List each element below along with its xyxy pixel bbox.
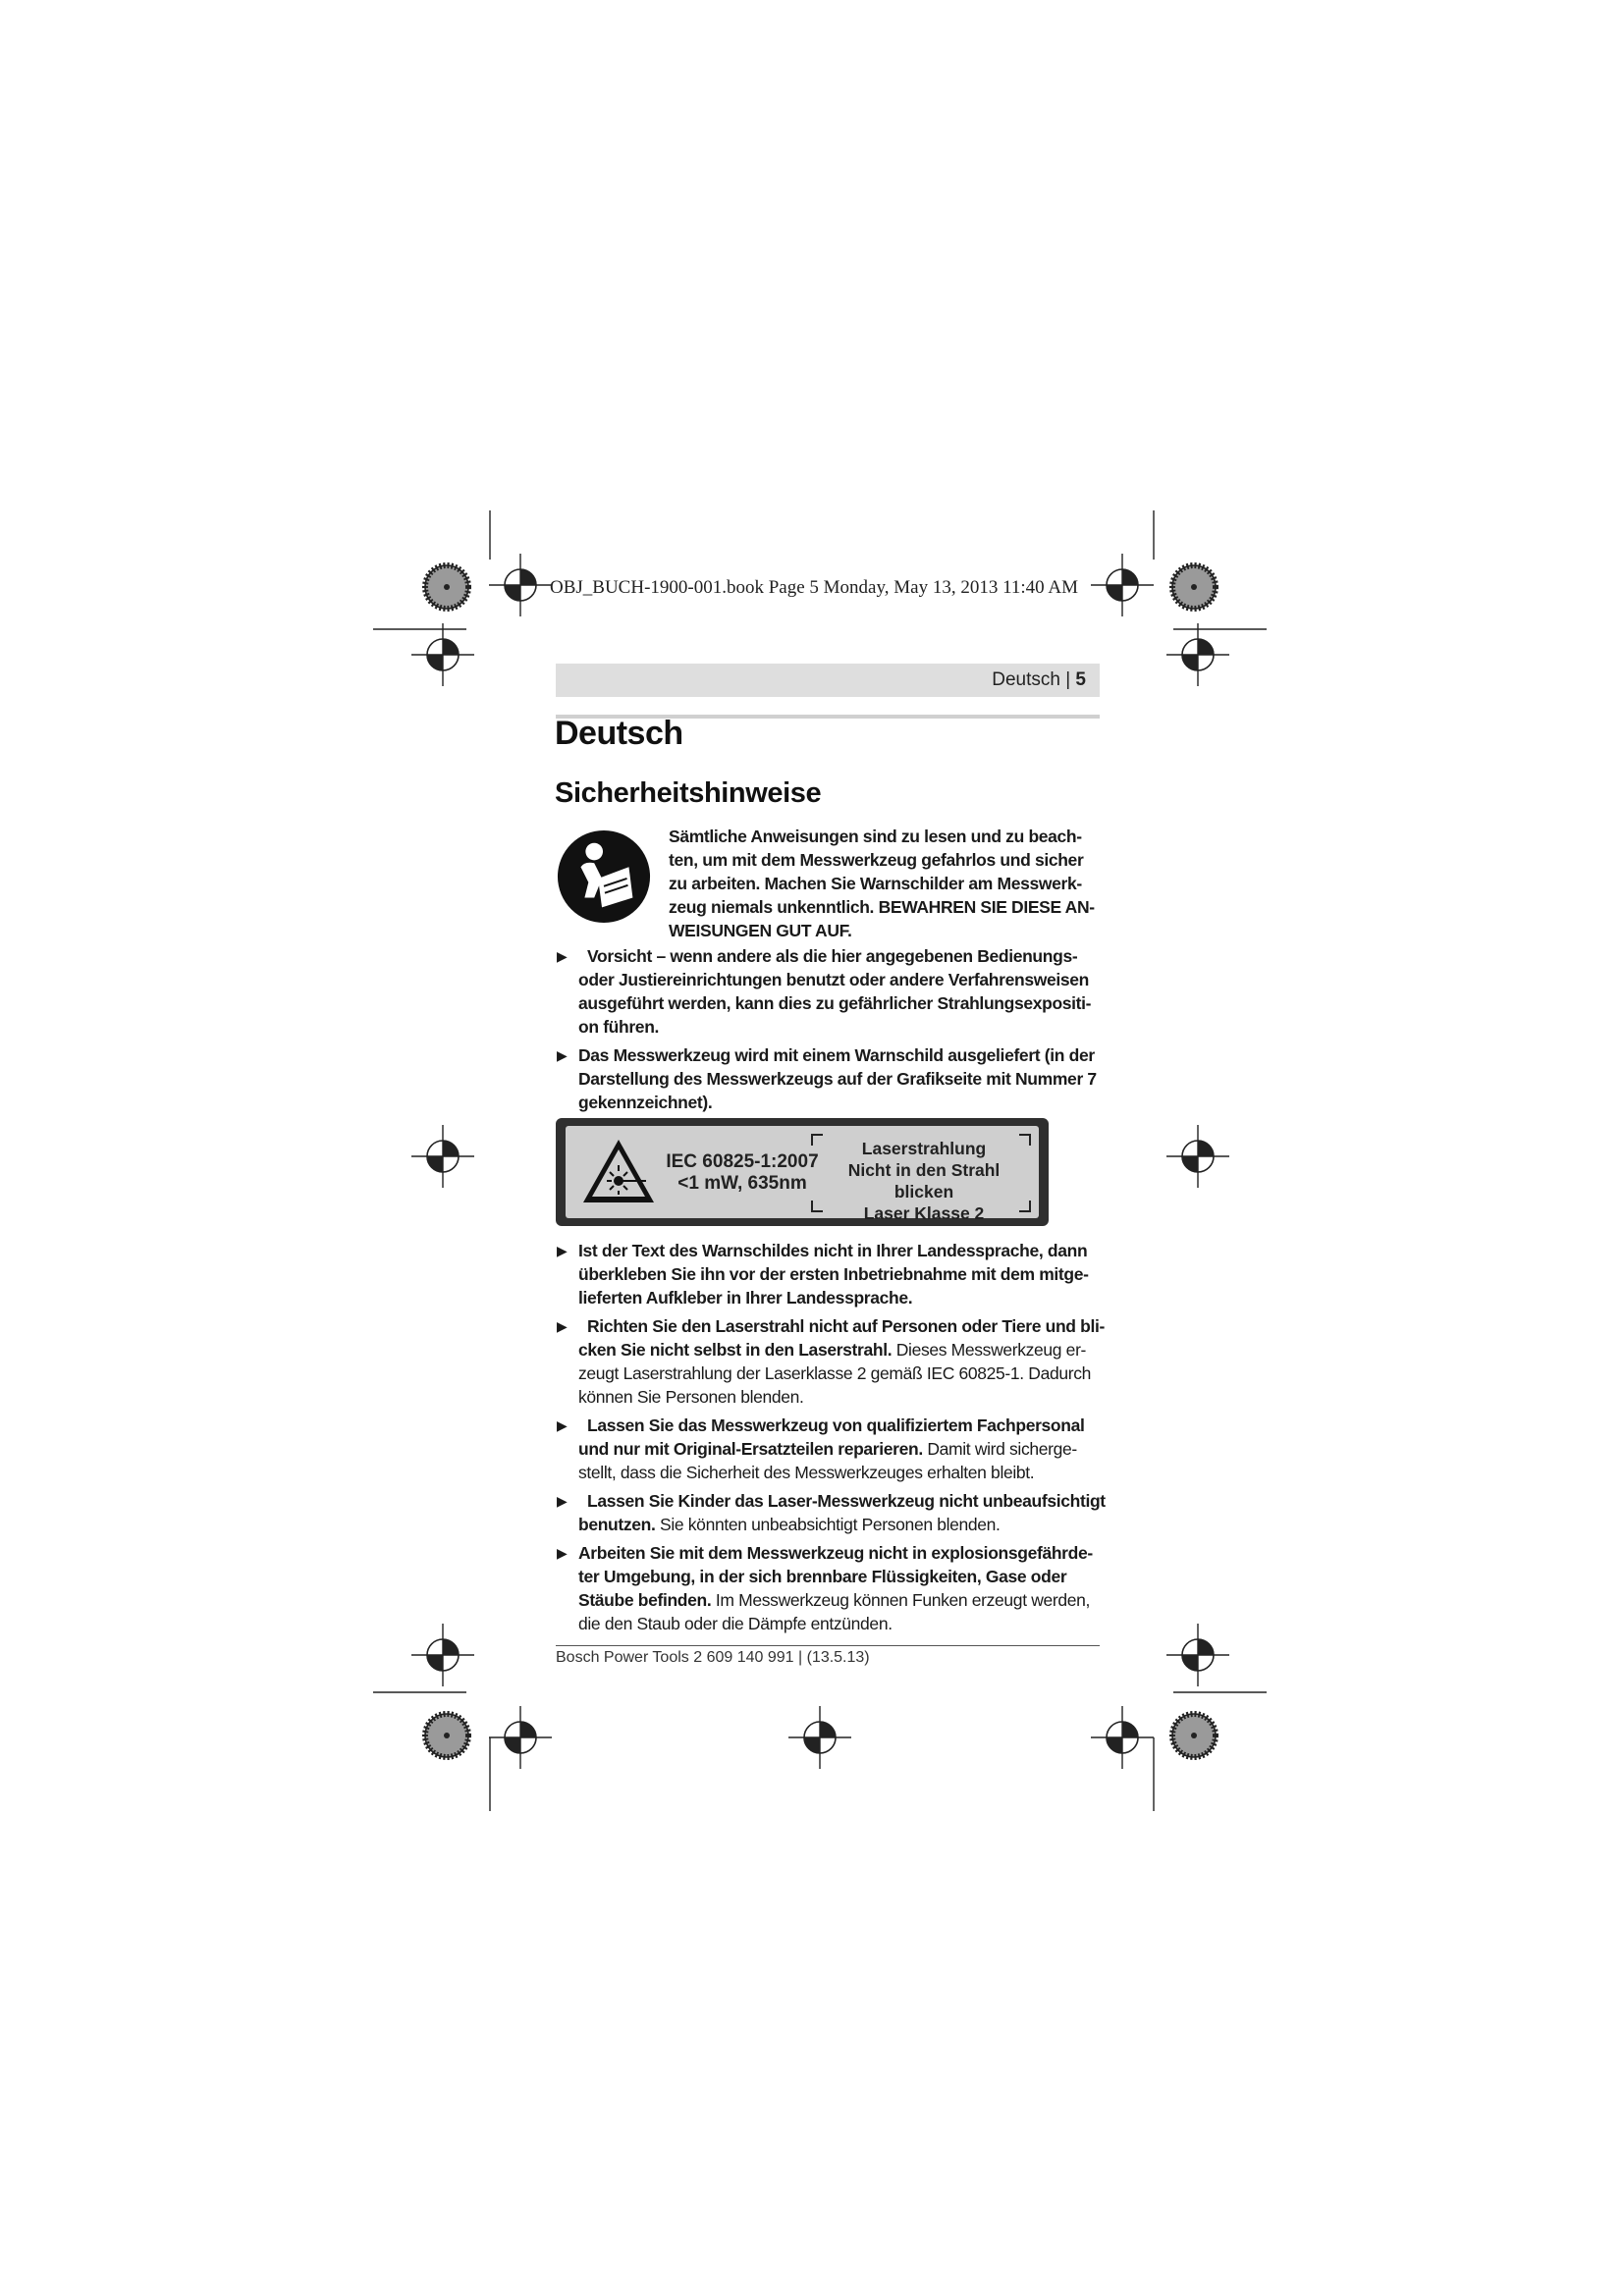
safety-item — [556, 1489, 1115, 1536]
bold-text: lieferten Aufkleber in Ihrer Landessprache. — [578, 1288, 913, 1308]
safety-item-line — [578, 1513, 1115, 1536]
intro-line: WEISUNGEN GUT AUF. — [669, 921, 852, 940]
laser-standard-info — [664, 1151, 821, 1195]
laser-power: <1 mW, 635nm — [677, 1173, 807, 1194]
bold-text: Vorsicht – wenn andere als die hier angegebenen Bedienungs- — [578, 946, 1078, 966]
normal-text: Dieses Messwerkzeug er- — [892, 1340, 1087, 1360]
intro-line: zu arbeiten. Machen Sie Warnschilder am Messwerk- — [669, 874, 1082, 893]
bold-text: benutzen. — [578, 1515, 656, 1534]
bold-text: oder Justiereinrichtungen benutzt oder andere Verfahrensweisen — [578, 970, 1089, 989]
safety-item-line — [578, 1239, 1115, 1262]
laser-standard: IEC 60825-1:2007 — [666, 1151, 819, 1172]
safety-item-line — [578, 1314, 1115, 1338]
label-panel — [566, 1126, 1039, 1223]
safety-item-line — [578, 1043, 1115, 1067]
normal-text: Damit wird sicherge- — [922, 1439, 1077, 1459]
normal-text: die den Staub oder die Dämpfe entzünden. — [578, 1614, 893, 1633]
safety-item — [556, 1541, 1115, 1635]
bullet-triangle-icon: ▶ — [557, 1417, 568, 1433]
intro-line: ten, um mit dem Messwerkzeug gefahrlos und sicher — [669, 850, 1084, 870]
safety-item-line — [578, 1489, 1115, 1513]
laser-line-3: Laser Klasse 2 — [863, 1203, 985, 1223]
bullet-triangle-icon: ▶ — [557, 1047, 568, 1063]
safety-item-line — [578, 1414, 1115, 1437]
bullet-triangle-icon: ▶ — [557, 1545, 568, 1561]
bold-text: ter Umgebung, in der sich brennbare Flüssigkeiten, Gase oder — [578, 1567, 1067, 1586]
safety-item-line — [578, 944, 1115, 968]
bullet-triangle-icon: ▶ — [557, 1318, 568, 1334]
safety-item-line — [578, 1091, 1115, 1114]
safety-item — [556, 944, 1115, 1039]
footer-rule — [556, 1645, 1100, 1646]
safety-item-line — [578, 1385, 1115, 1409]
safety-item — [556, 1314, 1115, 1409]
bullet-triangle-icon: ▶ — [557, 948, 568, 964]
print-slug-line: OBJ_BUCH-1900-001.book Page 5 Monday, May 13, 2013 11:40 AM — [550, 577, 1078, 598]
bold-text: Lassen Sie das Messwerkzeug von qualifiziertem Fachpersonal — [578, 1415, 1085, 1435]
section-title: Sicherheitshinweise — [555, 777, 822, 809]
normal-text: stellt, dass die Sicherheit des Messwerkzeuges erhalten bleibt. — [578, 1463, 1035, 1482]
page-footer: Bosch Power Tools 2 609 140 991 | (13.5.13) — [556, 1649, 870, 1666]
safety-item-line — [578, 1262, 1115, 1286]
safety-list-top — [556, 944, 1115, 1119]
laser-warning-icon — [579, 1136, 658, 1206]
safety-item-line — [578, 1612, 1115, 1635]
safety-item — [556, 1239, 1115, 1309]
header-label — [992, 669, 1086, 691]
page-title: Deutsch — [555, 715, 683, 752]
safety-item — [556, 1414, 1115, 1484]
header-separator: | — [1065, 669, 1071, 690]
page-number: 5 — [1075, 669, 1086, 690]
bullet-triangle-icon: ▶ — [557, 1243, 568, 1258]
header-language: Deutsch — [992, 669, 1060, 690]
safety-item-line — [578, 1286, 1115, 1309]
bold-text: Richten Sie den Laserstrahl nicht auf Personen oder Tiere und bli- — [578, 1316, 1105, 1336]
safety-item-line — [578, 1362, 1115, 1385]
bold-text: Stäube befinden. — [578, 1590, 712, 1610]
bold-text: Lassen Sie Kinder das Laser-Messwerkzeug nicht unbeaufsichtigt — [578, 1491, 1106, 1511]
safety-item-line — [578, 1338, 1115, 1362]
bold-text: ausgeführt werden, kann dies zu gefährlicher Strahlungsexpositi- — [578, 993, 1092, 1013]
normal-text: zeugt Laserstrahlung der Laserklasse 2 gemäß IEC 60825-1. Dadurch — [578, 1363, 1091, 1383]
safety-item-line — [578, 1015, 1115, 1039]
bullet-triangle-icon: ▶ — [557, 1493, 568, 1509]
safety-item-line — [578, 1437, 1115, 1461]
laser-line-1: Laserstrahlung — [861, 1139, 987, 1158]
intro-line: Sämtliche Anweisungen sind zu lesen und zu beach- — [669, 827, 1082, 846]
bold-text: cken Sie nicht selbst in den Laserstrahl. — [578, 1340, 893, 1360]
bold-text: Darstellung des Messwerkzeugs auf der Grafikseite mit Nummer 7 — [578, 1069, 1097, 1089]
intro-line: zeug niemals unkenntlich. BEWAHREN SIE DIESE AN- — [669, 897, 1095, 917]
intro-text — [669, 825, 1116, 942]
safety-list-bottom — [556, 1239, 1115, 1640]
bold-text: gekennzeichnet). — [578, 1093, 713, 1112]
safety-item-line — [578, 1588, 1115, 1612]
safety-item — [556, 1043, 1115, 1114]
bold-text: überkleben Sie ihn vor der ersten Inbetriebnahme mit dem mitge- — [578, 1264, 1089, 1284]
bold-text: Ist der Text des Warnschildes nicht in Ihrer Landessprache, dann — [578, 1241, 1088, 1260]
safety-item-line — [578, 1461, 1115, 1484]
bold-text: und nur mit Original-Ersatzteilen reparieren. — [578, 1439, 923, 1459]
bold-text: Das Messwerkzeug wird mit einem Warnschild ausgeliefert (in der — [578, 1045, 1095, 1065]
bold-text: Arbeiten Sie mit dem Messwerkzeug nicht in explosionsgefährde- — [578, 1543, 1093, 1563]
laser-warning-label — [556, 1118, 1049, 1226]
normal-text: Im Messwerkzeug können Funken erzeugt werden, — [711, 1590, 1091, 1610]
safety-item-line — [578, 1067, 1115, 1091]
normal-text: Sie könnten unbeabsichtigt Personen blenden. — [655, 1515, 1001, 1534]
safety-item-line — [578, 1541, 1115, 1565]
normal-text: können Sie Personen blenden. — [578, 1387, 804, 1407]
safety-item-line — [578, 1565, 1115, 1588]
laser-warning-text — [819, 1138, 1029, 1224]
read-manual-icon — [556, 828, 652, 925]
page-header — [556, 664, 1100, 697]
safety-item-line — [578, 968, 1115, 991]
laser-line-2: Nicht in den Strahl blicken — [847, 1160, 1001, 1201]
safety-item-line — [578, 991, 1115, 1015]
bold-text: on führen. — [578, 1017, 660, 1037]
